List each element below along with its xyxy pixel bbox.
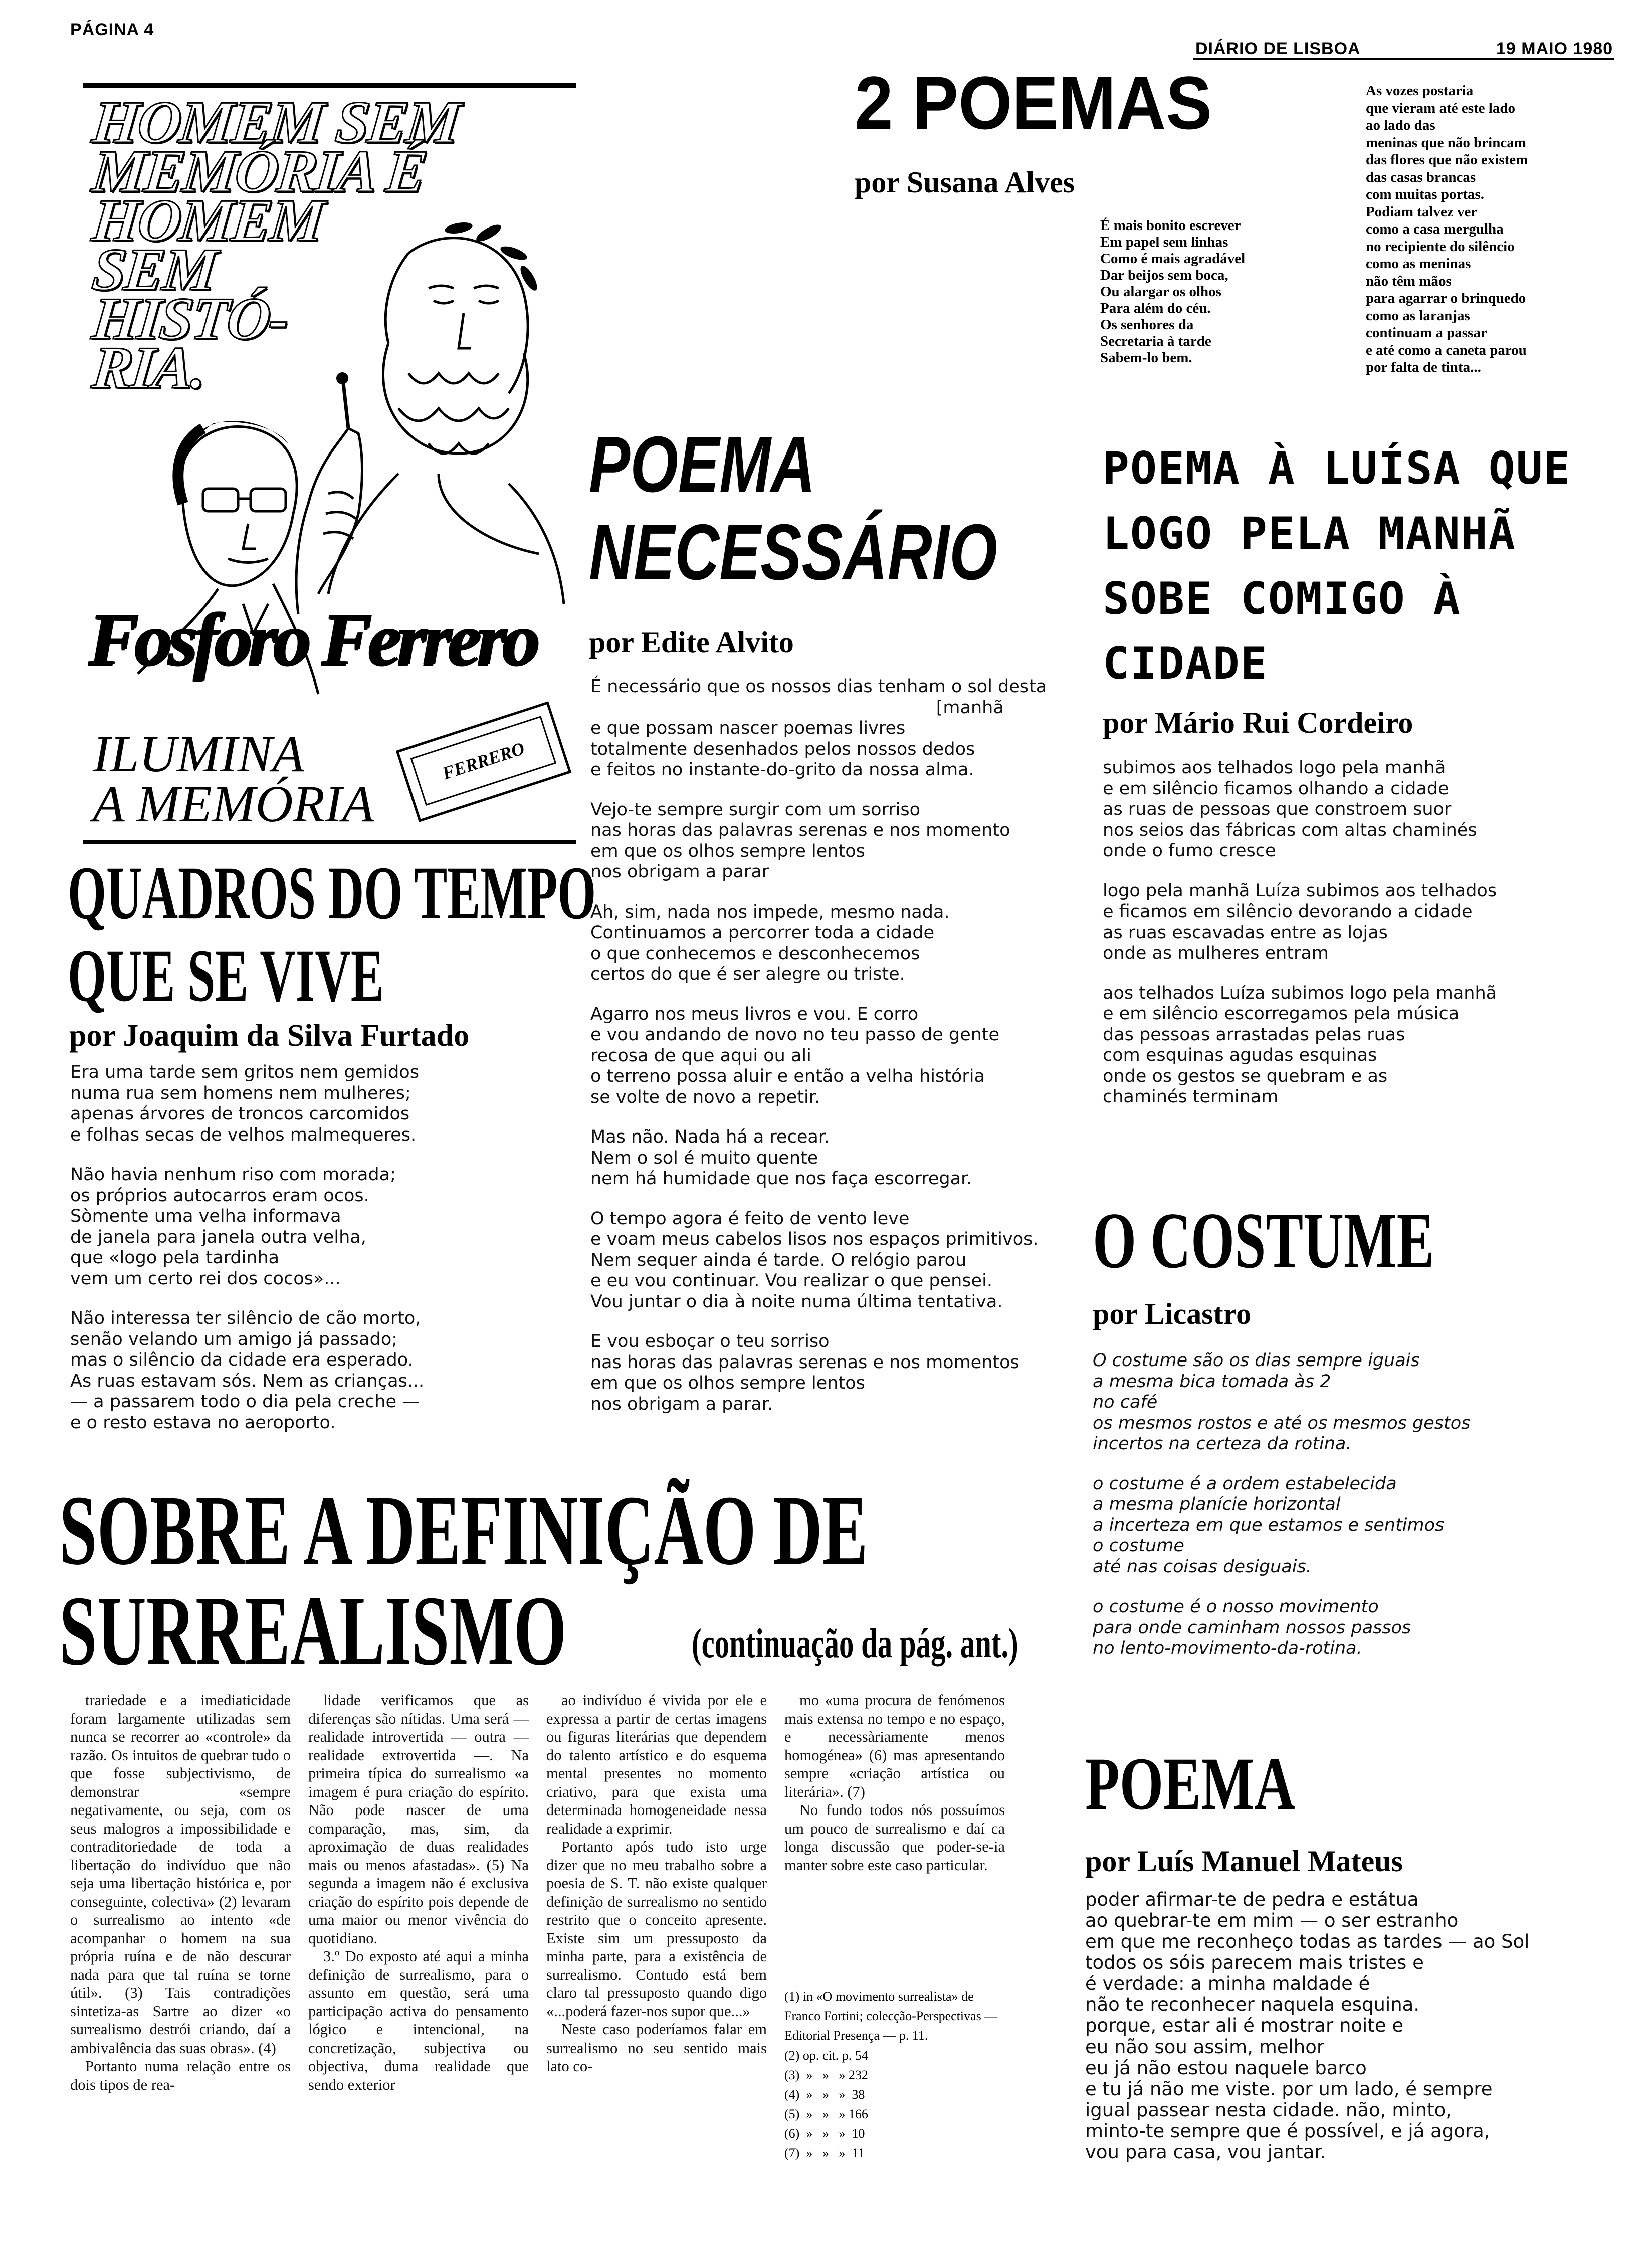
surrealismo-footnotes: (1) in «O movimento surrealista» de Franco Fortini; colecção-Perspectivas — Editorial Presença — p. 11. (2) op. cit. p. 54 (3) » » » 232 (4) » » » 38 (5) » » » 166 (6) » » » 10 (7) » » » 11	[784, 1989, 998, 2160]
paragraph: No fundo todos nós possuímos um pouco de surrealismo e daí ca longa discussão que poder-se-ia manter sobre este caso particular.	[784, 1801, 1005, 1874]
poema-luisa-title-line: SOBE COMIGO À	[1103, 573, 1461, 624]
surrealismo-column-1	[70, 1691, 291, 2192]
stanza: E vou esboçar o teu sorriso nas horas das palavras serenas e nos momentos em que os olhos sempre lentos nos obrigam a parar.	[590, 1331, 1019, 1414]
stanza: Ah, sim, nada nos impede, mesmo nada. Continuamos a percorrer toda a cidade o que conhecemos e desconhecemos certos do que é ser alegre ou triste.	[590, 901, 950, 984]
poema-luisa-byline: por Mário Rui Cordeiro	[1103, 706, 1413, 739]
paragraph: Portanto após tudo isto urge dizer que no meu trabalho sobre a poesia de S. T. não existe qualquer definição de surrealismo no sentido restrito que o conceito apresente. Existe sim um pressuposto da minha parte, para a existência de surrealismo. Contudo está bem claro tal pressuposto quando digo «...poderá fazer-nos supor que...»	[546, 1838, 767, 2020]
stanza: Não interessa ter silêncio de cão morto, senão velando um amigo já passado; mas o silêncio da cidade era esperado. As ruas estavam sós. Nem as crianças... — a passarem todo o dia pela creche — e o resto estava no aeroporto.	[70, 1308, 425, 1433]
paragraph: mo «uma procura de fenómenos mais extensa no tempo e no espaço, e necessàriamente menos homogénea» (6) mas apresentando sempre «criação artística ou literária». (7)	[784, 1692, 1005, 1800]
ad-headline-line: SEM	[89, 236, 219, 303]
costume-title: O COSTUME	[1093, 1196, 1434, 1285]
poema-luisa-title-line: CIDADE	[1103, 638, 1268, 690]
stanza: É necessário que os nossos dias tenham o sol desta [manhã e que possam nascer poemas livres totalmente desenhados pelos nossos dedos e feitos no instante-do-grito da nossa alma.	[590, 676, 1047, 780]
two-poems-byline: por Susana Alves	[855, 166, 1075, 199]
ad-headline-line: HISTÓ-	[89, 285, 291, 352]
poema-luisa-title	[1103, 436, 1571, 697]
issue-date: 19 MAIO 1980	[1496, 39, 1613, 58]
surrealismo-title-line1: SOBRE A DEFINIÇÃO DE	[59, 1475, 868, 1586]
poema-luisa-title-line: POEMA À LUÍSA QUE	[1103, 442, 1571, 494]
stanza: Era uma tarde sem gritos nem gemidos numa rua sem homens nem mulheres; apenas árvores de troncos carcomidos e folhas secas de velhos malmequeres.	[70, 1062, 419, 1145]
match-head	[336, 372, 348, 384]
ad-headline-line: MEMÓRIA É	[89, 138, 429, 204]
quadros-title-line: QUE SE VIVE	[68, 934, 384, 1017]
quadros-body	[70, 1062, 571, 1452]
paragraph: lidade verificamos que as diferenças são nítidas. Uma será — realidade introvertida — outra — realidade extrovertida —. Na primeira típica do surrealismo «a imagem é pura criação do espírito. Não pode nascer de uma comparação, mas, sim, da aproximação de duas realidades mais ou menos afastadas». (5) Na segunda a imagem não é exclusiva criação do espírito pois depende de uma maior ou menor vivência do quotidiano.	[308, 1692, 529, 1947]
ad-headline-line: HOMEM SEM	[89, 89, 462, 155]
quadros-byline: por Joaquim da Silva Furtado	[69, 1019, 470, 1053]
paragraph: ao indivíduo é vivida por ele e expressa a partir de certas imagens ou figuras literárias que dependem do talento artístico e do esquema mental presentes no momento criativo, para que exista uma determinada homogeneidade nessa realidade a exprimir.	[546, 1692, 767, 1837]
paragraph: Portanto numa relação entre os dois tipos de rea-	[70, 2058, 291, 2093]
stanza: logo pela manhã Luíza subimos aos telhados e ficamos em silêncio devorando a cidade as ruas escavadas entre as lojas onde as mulheres entram	[1103, 880, 1497, 963]
stanza: o costume é a ordem estabelecida a mesma planície horizontal a incerteza em que estamos e sentimos o costume até nas coisas desiguais.	[1093, 1473, 1445, 1577]
paragraph: 3.º Do exposto até aqui a minha definição de surrealismo, para o assunto em questão, será uma participação activa do pensamento lógico e intencional, na concretização, subjectiva ou objectiva, duma realidade que sendo exterior	[308, 1948, 529, 2093]
stanza: o costume é o nosso movimento para onde caminham nossos passos no lento-movimento-da-rotina.	[1093, 1597, 1411, 1658]
poema-mateus-title: POEMA	[1085, 1742, 1295, 1826]
two-poems-title: 2 POEMAS	[855, 61, 1212, 145]
matchbox-label: FERRERO	[410, 716, 556, 806]
quadros-title-line: QUADROS DO TEMPO	[68, 851, 596, 935]
poema-necessario-body	[590, 676, 1112, 1434]
stanza: O tempo agora é feito de vento leve e voam meus cabelos lisos nos espaços primitivos. Nem sequer ainda é tarde. O relógio parou e eu vou continuar. Vou realizar o que pensei. Vou juntar o dia à noite numa última tentativa.	[590, 1208, 1039, 1312]
poema-necessario-title-line: NECESSÁRIO	[589, 508, 997, 596]
stanza: Mas não. Nada há a recear. Nem o sol é muito quente nem há humidade que nos faça escorregar.	[590, 1127, 972, 1189]
surrealismo-column-2	[308, 1691, 529, 2192]
surrealismo-title-line2: SURREALISMO	[59, 1575, 567, 1686]
page-label: PÁGINA 4	[70, 20, 154, 39]
ad-headline-line: RIA.	[89, 334, 209, 401]
two-poems-poem-b: As vozes postaria que vieram até este lado ao lado das meninas que não brincam das flores que não existem das casas brancas com muitas portas. Podiam talvez ver como a casa mergulha no recipiente do silêncio como as meninas não têm mãos para agarrar o brinquedo como as laranjas continuam a passar e até como a caneta parou por falta de tinta...	[1366, 83, 1528, 375]
costume-body	[1093, 1350, 1614, 1678]
stanza: aos telhados Luíza subimos logo pela manhã e em silêncio escorregamos pela música das pessoas arrastadas pelas ruas com esquinas agudas esquinas onde os gestos se quebram e as chaminés terminam	[1103, 983, 1497, 1107]
surrealismo-continuation: (continuação da pág. ant.)	[692, 1620, 1018, 1667]
poema-necessario-byline: por Edite Alvito	[589, 626, 794, 659]
ad-slogan-line: A MEMÓRIA	[93, 775, 374, 833]
poema-necessario-title	[589, 421, 997, 596]
poema-necessario-title-line: POEMA	[589, 420, 815, 509]
ad-slogan	[93, 725, 374, 833]
stanza: O costume são os dias sempre iguais a mesma bica tomada às 2 no café os mesmos rostos e até os mesmos gestos incertos na certeza da rotina.	[1093, 1350, 1471, 1454]
surrealismo-column-3	[546, 1691, 767, 2192]
surrealismo-column-4	[784, 1691, 1005, 1972]
stanza: Não havia nenhum riso com morada; os próprios autocarros eram ocos. Sòmente uma velha informava de janela para janela outra velha, que «logo pela tardinha vem um certo rei dos cocos»...	[70, 1165, 396, 1289]
paragraph: Neste caso poderíamos falar em surrealismo no seu sentido mais lato co-	[546, 2021, 767, 2075]
ad-top-rule	[83, 83, 576, 88]
costume-byline: por Licastro	[1093, 1297, 1252, 1330]
two-poems-poem-a: É mais bonito escrever Em papel sem linhas Como é mais agradável Dar beijos sem boca, Ou alargar os olhos Para além do céu. Os senhores da Secretaria à tarde Sabem-lo bem.	[1100, 217, 1246, 366]
fosforo-ferrero-advertisement	[83, 83, 576, 847]
ad-bottom-rule	[83, 840, 576, 844]
poema-luisa-title-line: LOGO PELA MANHÃ	[1103, 508, 1516, 559]
stanza: Vejo-te sempre surgir com um sorriso nas horas das palavras serenas e nos momento em que os olhos sempre lentos nos obrigam a parar	[590, 799, 1010, 882]
header-rule	[1193, 58, 1614, 60]
newspaper-name: DIÁRIO DE LISBOA	[1195, 39, 1361, 58]
matchbox-image	[396, 701, 572, 822]
ad-headline-line: HOMEM	[89, 187, 326, 254]
poema-mateus-body: poder afirmar-te de pedra e estátua ao quebrar-te em mim — o ser estranho em que me reconheço todas as tardes — ao Sol todos os sóis parecem mais tristes e é verdade: a minha maldade é não te reconhecer naquela esquina. porque, estar ali é mostrar noite e eu não sou assim, melhor eu já não estou naquele barco e tu já não me viste. por um lado, é sempre igual passear nesta cidade. não, minto, minto-te sempre que é possível, e já agora, vou para casa, vou jantar.	[1085, 1889, 1530, 2163]
ad-brand: Fosforo Ferrero	[88, 598, 535, 681]
quadros-title	[68, 852, 596, 1017]
ad-slogan-line: ILUMINA	[93, 725, 304, 783]
stanza: subimos aos telhados logo pela manhã e em silêncio ficamos olhando a cidade as ruas de pessoas que constroem suor nos seios das fábricas com altas chaminés onde o fumo cresce	[1103, 758, 1477, 861]
poema-luisa-body	[1103, 758, 1604, 1127]
poema-mateus-byline: por Luís Manuel Mateus	[1085, 1845, 1403, 1878]
stanza: Agarro nos meus livros e vou. E corro e vou andando de novo no teu passo de gente recosa de que aqui ou ali o terreno possa aluir e então a velha história se volte de novo a repetir.	[590, 1004, 1000, 1107]
paragraph: trariedade e a imediaticidade foram largamente utilizadas sem nunca se recorrer ao «controle» da razão. Os intuitos de quebrar tudo o que fosse subjectivismo, de demonstrar «sempre negativamente, ou seja, com os seus malogros a impossibilidade e contraditoriedade de toda a libertação do indivíduo que não seja uma libertação histórica e, por conseguinte, colectiva» (2) levaram o surrealismo ao intento «de acompanhar o homem na sua própria ruína e de não descurar nada para que tal ruína se torne útil». (3) Tais contradições sintetiza-as Sartre ao dizer «o surrealismo destrói criando, daí a ambivalência das suas obras». (4)	[70, 1692, 291, 2057]
